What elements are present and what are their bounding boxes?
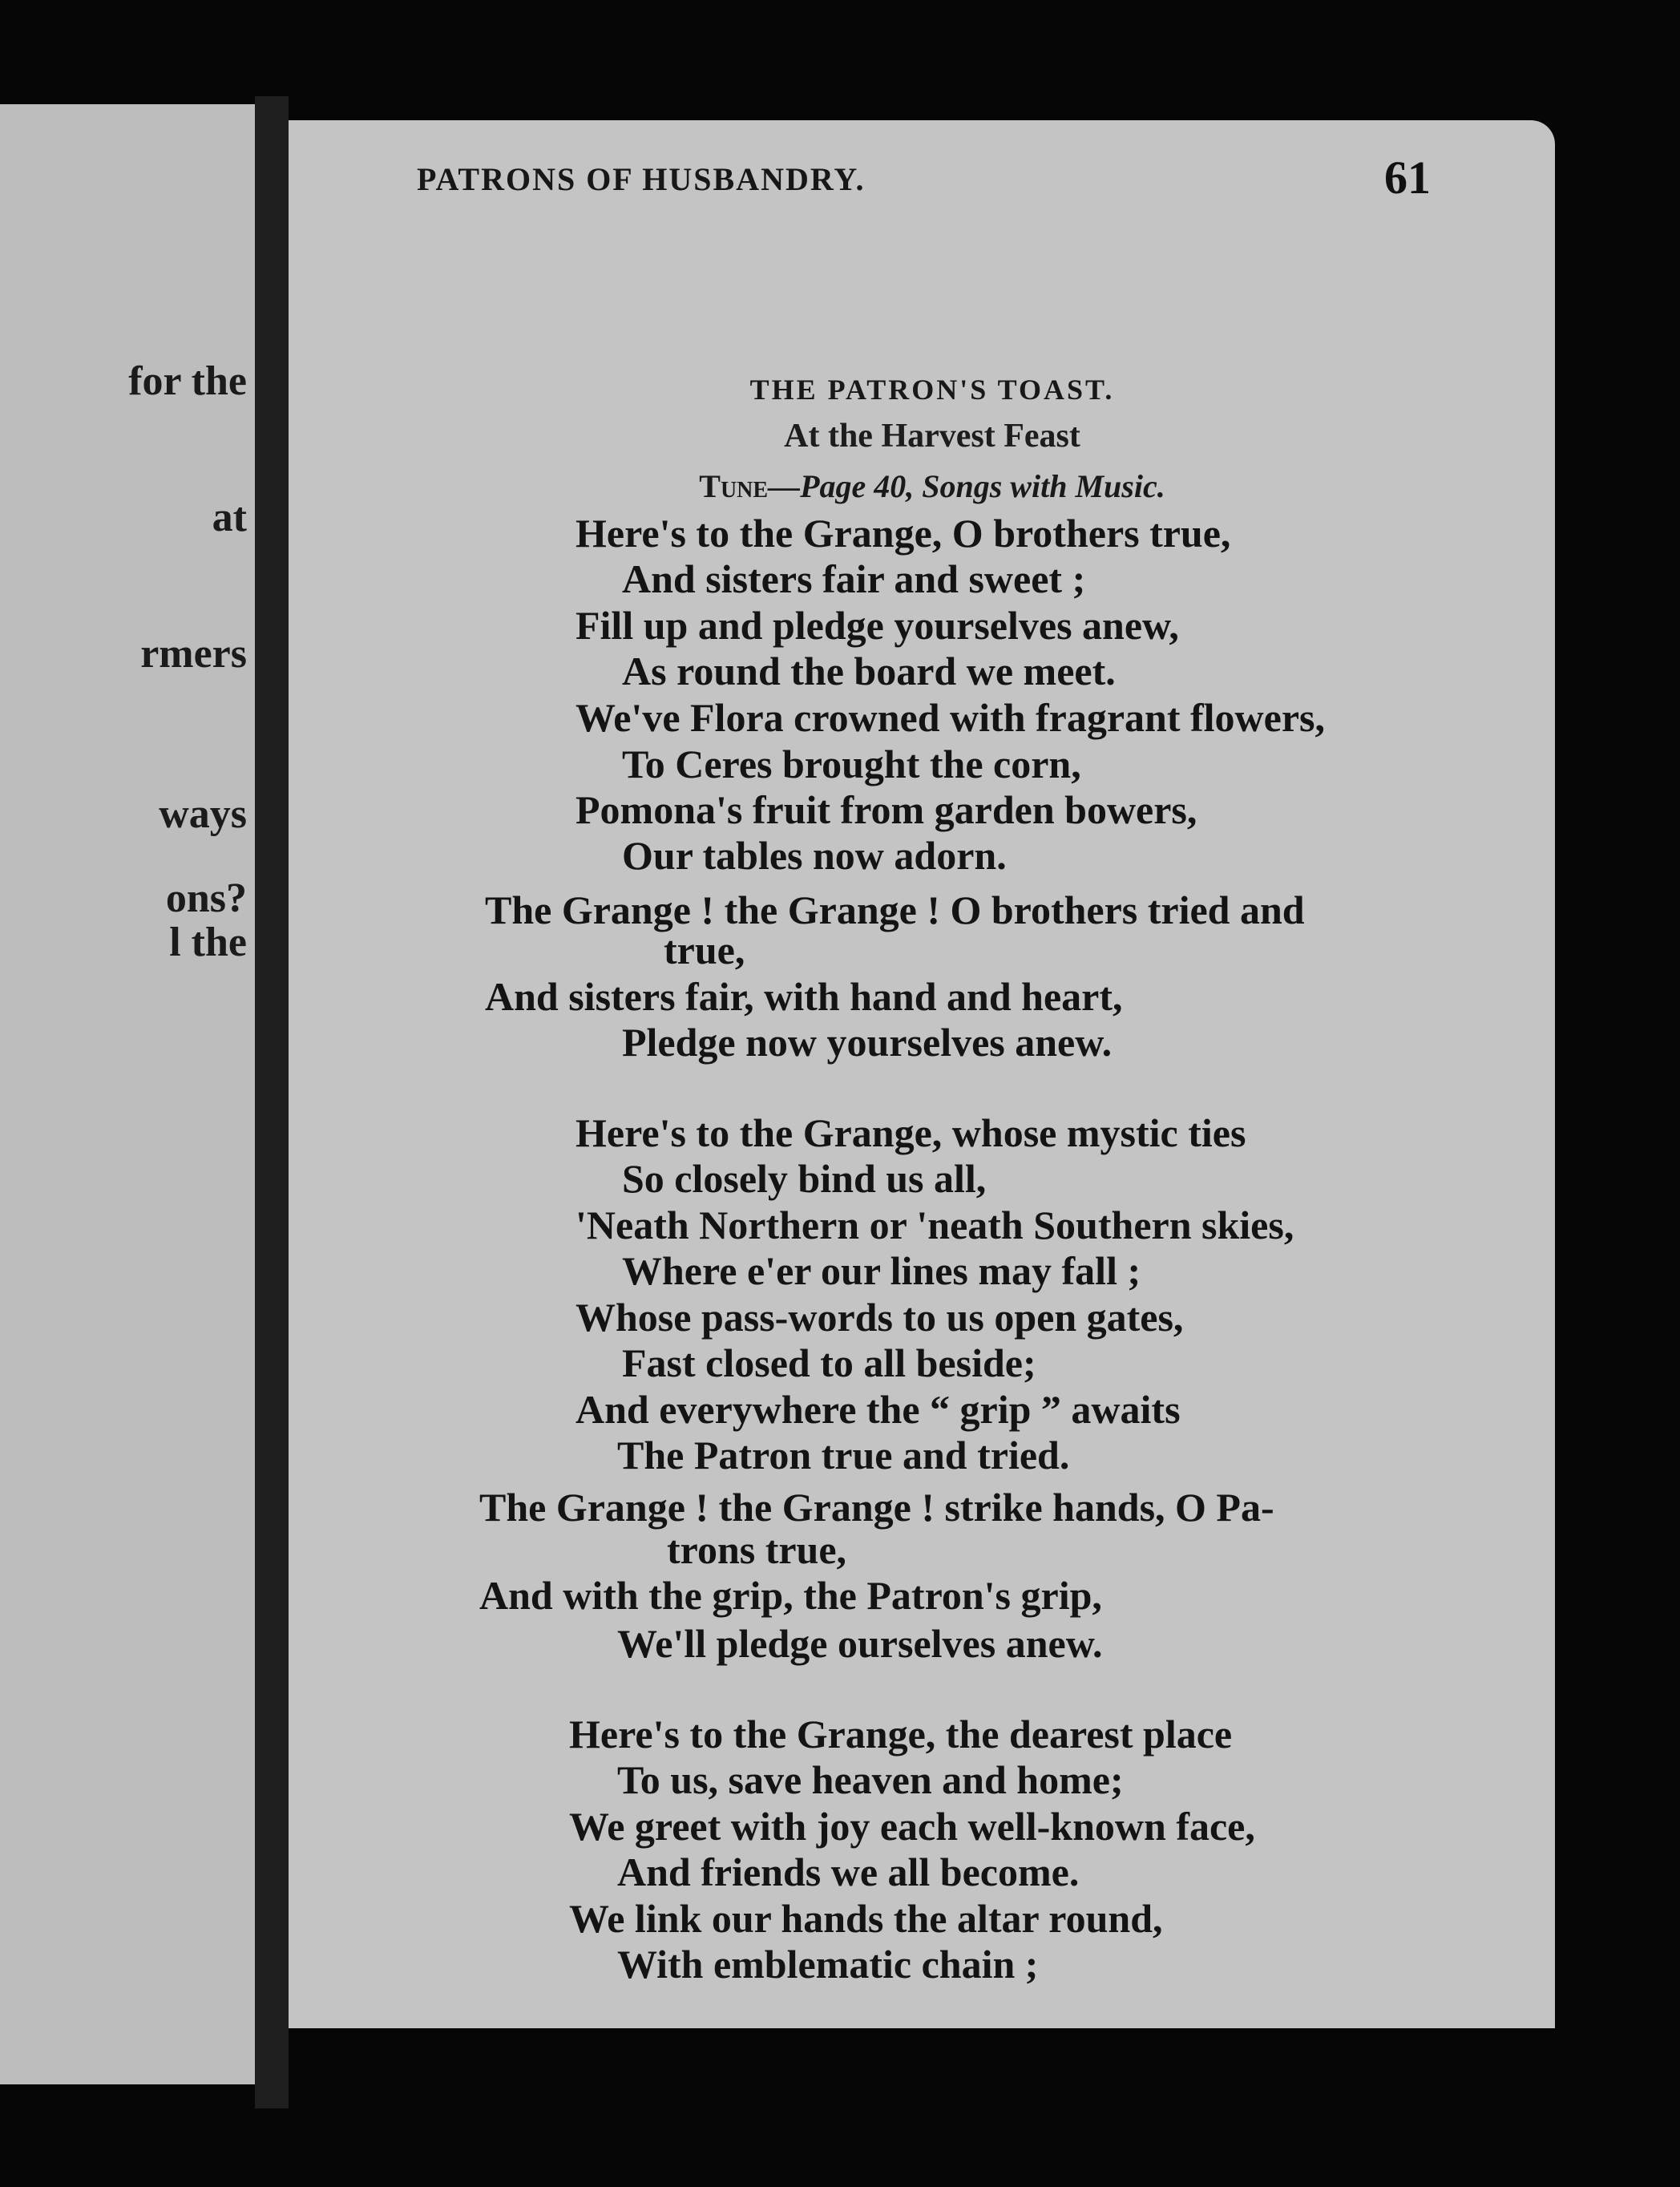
facing-page-fragment: ons? xyxy=(165,875,247,921)
song-title: THE PATRON'S TOAST. xyxy=(749,374,1115,406)
chorus-line: We'll pledge ourselves anew. xyxy=(617,1621,1103,1666)
verse-line: As round the board we meet. xyxy=(622,649,1116,693)
verse-line: And sisters fair and sweet ; xyxy=(622,556,1086,601)
song-subtitle: At the Harvest Feast xyxy=(784,418,1080,455)
verse-line: With emblematic chain ; xyxy=(617,1942,1039,1987)
page-header xyxy=(417,152,1431,216)
chorus-line: And sisters fair, with hand and heart, xyxy=(485,974,1123,1019)
chorus-line: The Grange ! the Grange ! strike hands, O Pa- xyxy=(479,1485,1274,1530)
verse-line: Fill up and pledge yourselves anew, xyxy=(575,603,1179,648)
chorus-line: true, xyxy=(664,928,745,972)
verse-line: To Ceres brought the corn, xyxy=(622,742,1081,786)
verse-line: And friends we all become. xyxy=(617,1849,1080,1894)
verse-line: Our tables now adorn. xyxy=(622,833,1007,878)
facing-page-fragment: at xyxy=(212,495,247,540)
verse-line: We link our hands the altar round, xyxy=(569,1896,1163,1941)
chorus-line: And with the grip, the Patron's grip, xyxy=(479,1573,1102,1618)
running-title: PATRONS OF HUSBANDRY. xyxy=(417,161,866,197)
verse-line: Here's to the Grange, whose mystic ties xyxy=(575,1110,1246,1155)
verse-line: Where e'er our lines may fall ; xyxy=(622,1248,1141,1293)
facing-page-fragment: ways xyxy=(159,791,247,837)
tune-reference: —Page 40, Songs with Music. xyxy=(768,468,1165,504)
facing-page-fragment: rmers xyxy=(140,631,247,677)
verse-line: To us, save heaven and home; xyxy=(617,1757,1124,1802)
chorus-line: Pledge now yourselves anew. xyxy=(622,1020,1113,1065)
verse-line: Whose pass-words to us open gates, xyxy=(575,1295,1184,1340)
verse-line: So closely bind us all, xyxy=(622,1156,987,1201)
facing-page-fragment: for the xyxy=(128,358,247,404)
chorus-line: trons true, xyxy=(667,1527,847,1572)
verse-line: 'Neath Northern or 'neath Southern skies, xyxy=(575,1203,1294,1247)
verse-line: We greet with joy each well-known face, xyxy=(569,1804,1255,1849)
verse-line: Pomona's fruit from garden bowers, xyxy=(575,787,1197,832)
verse-line: Fast closed to all beside; xyxy=(622,1340,1036,1385)
page-number: 61 xyxy=(1384,152,1431,204)
verse-line: Here's to the Grange, the dearest place xyxy=(569,1712,1233,1756)
chorus-line: The Grange ! the Grange ! O brothers tried and xyxy=(485,887,1305,932)
tune-label: Tune xyxy=(699,468,769,504)
verse-line: And everywhere the “ grip ” awaits xyxy=(575,1387,1181,1432)
verse-line: Here's to the Grange, O brothers true, xyxy=(575,511,1231,556)
verse-line: The Patron true and tried. xyxy=(617,1433,1070,1478)
tune-line xyxy=(0,467,1680,505)
facing-page-fragment: l the xyxy=(169,920,247,965)
verse-line: We've Flora crowned with fragrant flowers, xyxy=(575,695,1325,740)
